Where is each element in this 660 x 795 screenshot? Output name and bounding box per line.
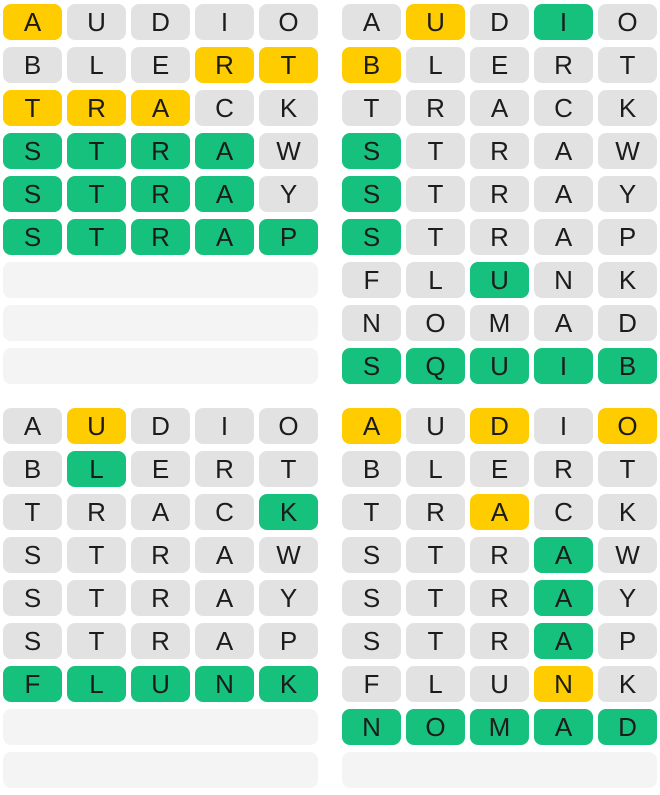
letter-tile-gray: I — [534, 408, 593, 444]
empty-guess-row — [3, 709, 318, 745]
letter-tile-gray: C — [195, 494, 254, 530]
guess-row — [342, 580, 657, 616]
board-top-half — [3, 4, 657, 384]
letter-tile-green: U — [470, 348, 529, 384]
letter-tile-yellow: A — [342, 408, 401, 444]
letter-tile-gray: A — [342, 4, 401, 40]
letter-tile-green: U — [131, 666, 190, 702]
letter-tile-gray: K — [598, 262, 657, 298]
letter-tile-yellow: A — [3, 4, 62, 40]
guess-row — [3, 580, 318, 616]
letter-tile-green: S — [342, 219, 401, 255]
guess-row — [342, 451, 657, 487]
letter-tile-gray: L — [406, 47, 465, 83]
letter-tile-gray: T — [598, 47, 657, 83]
empty-guess-row — [3, 262, 318, 298]
letter-tile-gray: B — [3, 451, 62, 487]
letter-tile-gray: W — [259, 133, 318, 169]
letter-tile-yellow: O — [598, 408, 657, 444]
letter-tile-gray: D — [470, 4, 529, 40]
letter-tile-gray: P — [259, 623, 318, 659]
letter-tile-green: A — [195, 133, 254, 169]
letter-tile-gray: A — [195, 580, 254, 616]
letter-tile-gray: Y — [259, 580, 318, 616]
letter-tile-gray: Y — [598, 176, 657, 212]
letter-tile-gray: T — [406, 133, 465, 169]
letter-tile-gray: A — [3, 408, 62, 444]
letter-tile-gray: R — [406, 90, 465, 126]
letter-tile-gray: T — [67, 623, 126, 659]
guess-row — [3, 47, 318, 83]
letter-tile-yellow: U — [67, 408, 126, 444]
letter-tile-yellow: B — [342, 47, 401, 83]
letter-tile-green: Q — [406, 348, 465, 384]
letter-tile-gray: D — [131, 408, 190, 444]
letter-tile-green: A — [534, 580, 593, 616]
guess-row — [3, 666, 318, 702]
letter-tile-yellow: U — [406, 4, 465, 40]
letter-tile-gray: A — [470, 90, 529, 126]
guess-row — [342, 133, 657, 169]
letter-tile-gray: S — [3, 623, 62, 659]
letter-tile-gray: K — [598, 666, 657, 702]
letter-tile-gray: S — [342, 580, 401, 616]
game-grid-bottom-right — [342, 408, 657, 788]
letter-tile-green: A — [534, 709, 593, 745]
letter-tile-gray: E — [131, 451, 190, 487]
letter-tile-green: N — [342, 709, 401, 745]
guess-row — [342, 4, 657, 40]
letter-tile-green: P — [259, 219, 318, 255]
letter-tile-gray: R — [406, 494, 465, 530]
letter-tile-gray: K — [259, 90, 318, 126]
letter-tile-gray: L — [67, 47, 126, 83]
guess-row — [342, 537, 657, 573]
guess-row — [3, 623, 318, 659]
letter-tile-gray: N — [534, 262, 593, 298]
letter-tile-gray: U — [406, 408, 465, 444]
letter-tile-gray: O — [406, 305, 465, 341]
guess-row — [342, 709, 657, 745]
letter-tile-green: S — [3, 176, 62, 212]
letter-tile-green: R — [131, 219, 190, 255]
letter-tile-gray: M — [470, 305, 529, 341]
guess-row — [3, 4, 318, 40]
guess-row — [342, 348, 657, 384]
letter-tile-green: S — [3, 133, 62, 169]
letter-tile-gray: L — [406, 666, 465, 702]
letter-tile-gray: A — [534, 133, 593, 169]
empty-guess-row — [3, 305, 318, 341]
letter-tile-yellow: T — [259, 47, 318, 83]
guess-row — [342, 262, 657, 298]
letter-tile-green: U — [470, 262, 529, 298]
letter-tile-gray: U — [470, 666, 529, 702]
guess-row — [342, 176, 657, 212]
guess-row — [3, 537, 318, 573]
letter-tile-gray: S — [342, 623, 401, 659]
letter-tile-gray: A — [195, 623, 254, 659]
guess-row — [3, 219, 318, 255]
letter-tile-gray: L — [406, 262, 465, 298]
empty-guess-row — [342, 752, 657, 788]
letter-tile-yellow: D — [470, 408, 529, 444]
letter-tile-green: A — [195, 176, 254, 212]
guess-row — [342, 666, 657, 702]
letter-tile-yellow: A — [470, 494, 529, 530]
board-bottom-half — [3, 408, 657, 788]
guess-row — [342, 47, 657, 83]
guess-row — [3, 451, 318, 487]
letter-tile-gray: W — [598, 133, 657, 169]
letter-tile-gray: T — [406, 623, 465, 659]
letter-tile-gray: S — [342, 537, 401, 573]
letter-tile-gray: U — [67, 4, 126, 40]
letter-tile-gray: T — [406, 219, 465, 255]
letter-tile-green: R — [131, 176, 190, 212]
guess-row — [342, 408, 657, 444]
letter-tile-gray: K — [598, 90, 657, 126]
letter-tile-gray: R — [470, 133, 529, 169]
letter-tile-green: I — [534, 4, 593, 40]
letter-tile-gray: S — [3, 537, 62, 573]
game-grid-bottom-left — [3, 408, 318, 788]
letter-tile-gray: T — [406, 580, 465, 616]
letter-tile-green: K — [259, 494, 318, 530]
guess-row — [3, 90, 318, 126]
letter-tile-gray: S — [3, 580, 62, 616]
letter-tile-gray: T — [406, 176, 465, 212]
letter-tile-green: B — [598, 348, 657, 384]
letter-tile-gray: A — [131, 494, 190, 530]
guess-row — [342, 90, 657, 126]
game-grid-top-right — [342, 4, 657, 384]
letter-tile-gray: A — [534, 176, 593, 212]
letter-tile-gray: A — [195, 537, 254, 573]
guess-row — [342, 219, 657, 255]
letter-tile-gray: T — [342, 494, 401, 530]
letter-tile-gray: T — [406, 537, 465, 573]
game-grid-top-left — [3, 4, 318, 384]
letter-tile-green: N — [195, 666, 254, 702]
empty-guess-row — [3, 752, 318, 788]
letter-tile-yellow: R — [195, 47, 254, 83]
letter-tile-gray: P — [598, 219, 657, 255]
guess-row — [3, 133, 318, 169]
guess-row — [3, 494, 318, 530]
letter-tile-green: O — [406, 709, 465, 745]
letter-tile-gray: I — [195, 408, 254, 444]
letter-tile-gray: K — [598, 494, 657, 530]
letter-tile-green: T — [67, 133, 126, 169]
letter-tile-gray: R — [470, 623, 529, 659]
letter-tile-green: D — [598, 709, 657, 745]
letter-tile-gray: F — [342, 666, 401, 702]
letter-tile-gray: O — [259, 408, 318, 444]
letter-tile-gray: T — [342, 90, 401, 126]
guess-row — [3, 408, 318, 444]
letter-tile-gray: E — [131, 47, 190, 83]
letter-tile-gray: F — [342, 262, 401, 298]
letter-tile-gray: C — [534, 494, 593, 530]
letter-tile-green: L — [67, 451, 126, 487]
letter-tile-green: S — [342, 133, 401, 169]
letter-tile-gray: L — [406, 451, 465, 487]
letter-tile-green: T — [67, 176, 126, 212]
letter-tile-green: L — [67, 666, 126, 702]
letter-tile-gray: I — [195, 4, 254, 40]
guess-row — [342, 305, 657, 341]
letter-tile-gray: E — [470, 47, 529, 83]
letter-tile-gray: R — [131, 623, 190, 659]
letter-tile-gray: W — [598, 537, 657, 573]
letter-tile-green: R — [131, 133, 190, 169]
letter-tile-gray: R — [131, 580, 190, 616]
letter-tile-gray: T — [67, 580, 126, 616]
letter-tile-green: T — [67, 219, 126, 255]
letter-tile-yellow: R — [67, 90, 126, 126]
letter-tile-gray: W — [259, 537, 318, 573]
letter-tile-gray: Y — [598, 580, 657, 616]
letter-tile-green: S — [3, 219, 62, 255]
letter-tile-gray: T — [3, 494, 62, 530]
letter-tile-green: I — [534, 348, 593, 384]
letter-tile-gray: R — [470, 580, 529, 616]
guess-row — [342, 623, 657, 659]
letter-tile-green: F — [3, 666, 62, 702]
letter-tile-gray: D — [598, 305, 657, 341]
letter-tile-gray: C — [534, 90, 593, 126]
letter-tile-green: S — [342, 176, 401, 212]
letter-tile-yellow: A — [131, 90, 190, 126]
letter-tile-green: A — [534, 537, 593, 573]
letter-tile-gray: E — [470, 451, 529, 487]
letter-tile-gray: O — [259, 4, 318, 40]
letter-tile-green: K — [259, 666, 318, 702]
guess-row — [342, 494, 657, 530]
letter-tile-green: S — [342, 348, 401, 384]
letter-tile-gray: P — [598, 623, 657, 659]
letter-tile-green: M — [470, 709, 529, 745]
letter-tile-gray: O — [598, 4, 657, 40]
letter-tile-yellow: N — [534, 666, 593, 702]
letter-tile-gray: R — [534, 47, 593, 83]
letter-tile-gray: D — [131, 4, 190, 40]
letter-tile-gray: R — [195, 451, 254, 487]
letter-tile-yellow: T — [3, 90, 62, 126]
letter-tile-green: A — [195, 219, 254, 255]
guess-row — [3, 176, 318, 212]
letter-tile-gray: A — [534, 219, 593, 255]
letter-tile-gray: T — [259, 451, 318, 487]
letter-tile-gray: R — [534, 451, 593, 487]
letter-tile-green: A — [534, 623, 593, 659]
letter-tile-gray: R — [470, 176, 529, 212]
letter-tile-gray: R — [131, 537, 190, 573]
letter-tile-gray: R — [470, 537, 529, 573]
letter-tile-gray: B — [342, 451, 401, 487]
letter-tile-gray: N — [342, 305, 401, 341]
letter-tile-gray: R — [470, 219, 529, 255]
empty-guess-row — [3, 348, 318, 384]
letter-tile-gray: Y — [259, 176, 318, 212]
letter-tile-gray: C — [195, 90, 254, 126]
letter-tile-gray: T — [598, 451, 657, 487]
letter-tile-gray: A — [534, 305, 593, 341]
letter-tile-gray: R — [67, 494, 126, 530]
letter-tile-gray: B — [3, 47, 62, 83]
letter-tile-gray: T — [67, 537, 126, 573]
